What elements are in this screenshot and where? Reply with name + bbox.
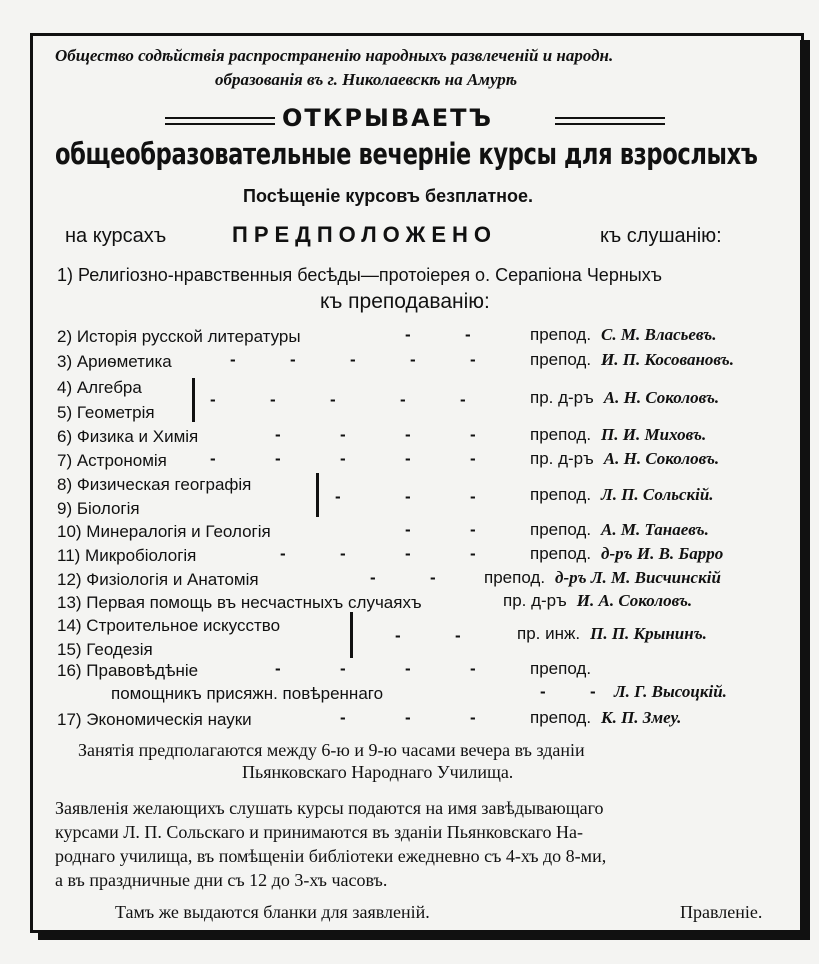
dash: - (340, 659, 346, 678)
subject-16: 16) Правовѣдѣніе (57, 661, 199, 680)
teacher-row-7 (530, 449, 719, 469)
subject-13: 13) Первая помощь въ несчастныхъ случаяхъ (57, 593, 422, 612)
dash: - (590, 682, 596, 701)
teacher-name: д-ръ Л. М. Висчинскій (555, 568, 721, 587)
ornament-rule-left-bottom (165, 123, 275, 125)
dash: - (470, 659, 476, 678)
subject-6: 6) Физика и Химія (57, 427, 199, 446)
teacher-role: препод. (530, 659, 592, 678)
teacher-name: П. И. Миховъ. (601, 425, 707, 444)
border-shadow-right (800, 40, 810, 940)
subject-12: 12) Физіологія и Анатомія (57, 570, 259, 589)
classes-line-1: Занятія предполагаются между 6-ю и 9-ю часами вечера въ зданіи (78, 740, 585, 760)
teacher-name: И. А. Соколовъ. (576, 591, 693, 610)
teacher-role: пр. д-ръ (503, 591, 567, 610)
teacher-name: Л. П. Сольскій. (601, 485, 714, 504)
headline-courses: общеобразовательные вечерніе курсы для взрослыхъ (55, 137, 758, 171)
dash: - (405, 708, 411, 727)
applications-line-3: роднаго училища, въ помѣщеніи библіотеки ежедневно съ 4-хъ до 8-ми, (55, 846, 607, 866)
dash: - (455, 626, 461, 645)
applications-line-4: а въ праздничные дни съ 12 до 3-хъ часовъ. (55, 870, 388, 890)
dash: - (340, 708, 346, 727)
dash: - (270, 390, 276, 409)
dash: - (405, 325, 411, 344)
bracket-bar (192, 378, 195, 422)
teacher-row-3 (530, 350, 734, 370)
teacher-row-11 (530, 544, 723, 564)
teacher-role: препод. (530, 708, 592, 727)
teaching-heading: къ преподаванію: (320, 290, 490, 313)
bracket-bar (316, 473, 319, 517)
dash: - (340, 544, 346, 563)
planned-suffix: къ слушанію: (600, 225, 722, 247)
dash: - (465, 325, 471, 344)
teacher-name: д-ръ И. В. Барро (601, 544, 724, 563)
subject-4: 4) Алгебра (57, 378, 142, 397)
dash: - (405, 487, 411, 506)
teacher-role: препод. (530, 425, 592, 444)
planned-word: ПРЕДПОЛОЖЕНО (232, 222, 498, 247)
dash: - (275, 449, 281, 468)
teacher-row-10 (530, 520, 709, 540)
applications-line-2: курсами Л. П. Сольскаго и принимаются въ зданіи Пьянковскаго На- (55, 822, 584, 842)
teacher-name: А. Н. Соколовъ. (603, 449, 720, 468)
teacher-role: пр. инж. (517, 624, 581, 643)
teacher-name: А. Н. Соколовъ. (603, 388, 720, 407)
teacher-row-16-role (530, 659, 601, 679)
ornament-rule-left-top (165, 117, 275, 119)
dash: - (470, 520, 476, 539)
headline-free: Посѣщеніе курсовъ безплатное. (243, 186, 534, 206)
teacher-role: препод. (484, 568, 546, 587)
forms-note: Тамъ же выдаются бланки для заявленій. (115, 902, 430, 922)
teacher-role: пр. д-ръ (530, 388, 594, 407)
dash: - (280, 544, 286, 563)
dash: - (275, 659, 281, 678)
dash: - (210, 449, 216, 468)
teacher-row-2 (530, 325, 717, 345)
teacher-name: И. П. Косовановъ. (601, 350, 734, 369)
subject-11: 11) Микробіологія (57, 546, 197, 565)
applications-line-1: Заявленія желающихъ слушать курсы подаются на имя завѣдывающаго (55, 798, 604, 818)
teacher-name: А. М. Танаевъ. (601, 520, 709, 539)
border-shadow-bottom (38, 930, 810, 940)
teacher-role: препод. (530, 544, 592, 563)
dash: - (470, 425, 476, 444)
dash: - (470, 708, 476, 727)
ornament-rule-right-bottom (555, 123, 665, 125)
subject-15: 15) Геодезія (57, 640, 153, 659)
dash: - (370, 568, 376, 587)
teacher-row-6 (530, 425, 706, 445)
dash: - (405, 520, 411, 539)
headline-opens: ОТКРЫВАЕТЪ (282, 104, 494, 132)
dash: - (350, 350, 356, 369)
subject-10: 10) Минералогія и Геологія (57, 522, 271, 541)
dash: - (540, 682, 546, 701)
teacher-role: препод. (530, 520, 592, 539)
subject-2: 2) Исторія русской литературы (57, 327, 301, 346)
teacher-row-17 (530, 708, 681, 728)
teacher-row-8-9 (530, 485, 714, 505)
teacher-role: пр. д-ръ (530, 449, 594, 468)
dash: - (335, 487, 341, 506)
bracket-bar (350, 612, 353, 658)
teacher-row-4-5 (530, 388, 719, 408)
teacher-name: К. П. Змеу. (601, 708, 682, 727)
dash: - (210, 390, 216, 409)
classes-line-2: Пьянковскаго Народнаго Училища. (242, 762, 514, 782)
subject-16-continuation: помощникъ присяжн. повѣреннаго (111, 684, 384, 703)
dash: - (340, 425, 346, 444)
dash: - (470, 350, 476, 369)
teacher-role: препод. (530, 485, 592, 504)
subject-8: 8) Физическая географія (57, 475, 252, 494)
teacher-name: П. П. Крынинъ. (590, 624, 707, 643)
teacher-row-13 (503, 591, 692, 611)
subject-14: 14) Строительное искусство (57, 616, 281, 635)
dash: - (400, 390, 406, 409)
dash: - (460, 390, 466, 409)
teacher-row-12 (484, 568, 721, 588)
subject-3: 3) Ариѳметика (57, 352, 172, 371)
subject-5: 5) Геометрія (57, 403, 155, 422)
dash: - (410, 350, 416, 369)
subject-9: 9) Біологія (57, 499, 140, 518)
dash: - (395, 626, 401, 645)
dash: - (470, 449, 476, 468)
dash: - (340, 449, 346, 468)
dash: - (405, 425, 411, 444)
teacher-role: препод. (530, 325, 592, 344)
planned-prefix: на курсахъ (65, 225, 167, 247)
dash: - (275, 425, 281, 444)
dash: - (330, 390, 336, 409)
dash: - (405, 544, 411, 563)
teacher-name: Л. Г. Высоцкій. (614, 682, 727, 701)
teacher-role: препод. (530, 350, 592, 369)
teacher-name: С. М. Власьевъ. (601, 325, 717, 344)
dash: - (430, 568, 436, 587)
dash: - (290, 350, 296, 369)
dash: - (230, 350, 236, 369)
ornament-rule-right-top (555, 117, 665, 119)
listening-item: 1) Религіозно-нравственныя бесѣды—протоіерея о. Серапіона Черныхъ (57, 265, 662, 285)
society-line-2: образованія въ г. Николаевскѣ на Амурѣ (215, 70, 518, 89)
dash: - (405, 449, 411, 468)
subject-17: 17) Экономическія науки (57, 710, 252, 729)
dash: - (470, 487, 476, 506)
teacher-row-14-15 (517, 624, 707, 644)
dash: - (405, 659, 411, 678)
society-line-1: Общество содѣйствія распространенію народныхъ развлеченій и народн. (55, 46, 614, 65)
subject-7: 7) Астрономія (57, 451, 167, 470)
signature: Правленіе. (680, 902, 763, 922)
dash: - (470, 544, 476, 563)
